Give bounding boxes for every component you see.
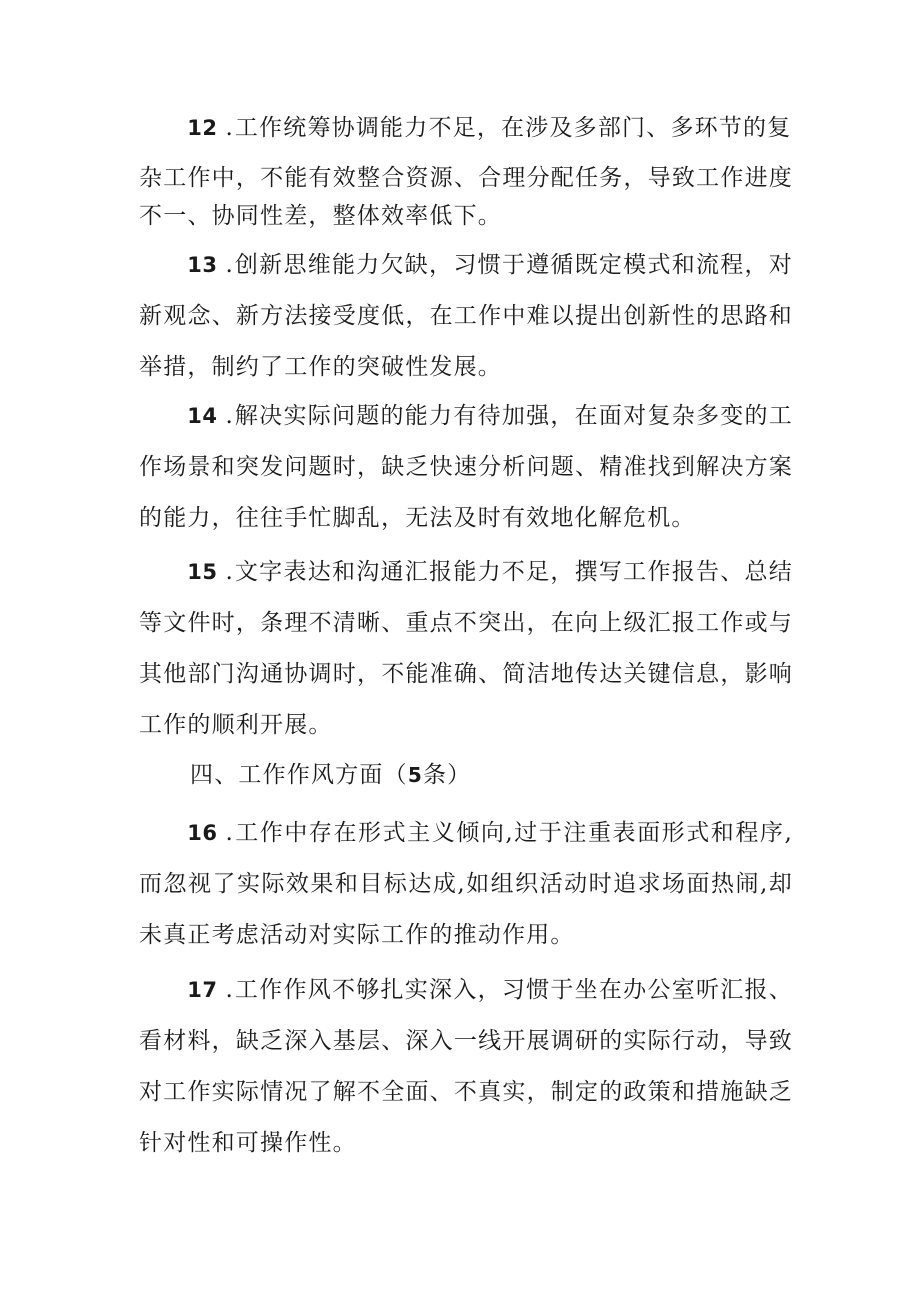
item-separator: .	[225, 977, 233, 1003]
item-separator: .	[225, 559, 233, 585]
item-separator: .	[225, 252, 233, 278]
item-separator: .	[225, 403, 233, 429]
section-heading-count: 5	[407, 763, 423, 787]
item-12-first-line	[139, 103, 793, 154]
item-number: 16	[187, 821, 218, 845]
item-text: 解决实际问题的能力有待加强，在面对复杂多变的工作场景和突发问题时，缺乏快速分析问题、精准找到解决方案的能力，往往手忙脚乱，无法及时有效地化解危机。	[139, 403, 793, 531]
section-heading	[190, 750, 471, 801]
item-text: 工作作风不够扎实深入，习惯于坐在办公室听汇报、看材料，缺乏深入基层、深入一线开展调研的实际行动，导致对工作实际情况了解不全面、不真实，制定的政策和措施缺乏针对性和可操作性。	[139, 977, 793, 1156]
item-13-paragraph	[139, 240, 793, 393]
item-14-paragraph	[139, 391, 793, 544]
item-number: 15	[187, 560, 218, 584]
item-number: 17	[187, 978, 218, 1002]
section-heading-prefix: 四、工作作风方面（	[190, 762, 408, 788]
item-number: 13	[187, 253, 218, 277]
item-text: 创新思维能力欠缺，习惯于遵循既定模式和流程，对新观念、新方法接受度低，在工作中难以提出创新性的思路和举措，制约了工作的突破性发展。	[139, 252, 793, 380]
item-text: 工作中存在形式主义倾向,过于注重表面形式和程序,而忽视了实际效果和目标达成,如组织活动时追求场面热闹,却未真正考虑活动对实际工作的推动作用。	[139, 820, 793, 948]
item-17-paragraph	[139, 965, 793, 1169]
item-text: 工作统筹协调能力不足，在涉及多部门、多环节的复	[234, 115, 792, 141]
item-16-paragraph	[139, 808, 793, 961]
item-15-paragraph	[139, 547, 793, 751]
item-text: 文字表达和沟通汇报能力不足，撰写工作报告、总结等文件时，条理不清晰、重点不突出，在向上级汇报工作或与其他部门沟通协调时，不能准确、简洁地传达关键信息，影响工作的顺利开展。	[139, 559, 793, 738]
item-number: 12	[187, 116, 218, 140]
item-12-continuation: 杂工作中，不能有效整合资源、合理分配任务，导致工作进度不一、协同性差，整体效率低下。	[139, 165, 793, 229]
section-heading-suffix: 条）	[422, 762, 472, 788]
item-separator: .	[225, 115, 233, 141]
item-number: 14	[187, 404, 218, 428]
item-separator: .	[225, 820, 233, 846]
